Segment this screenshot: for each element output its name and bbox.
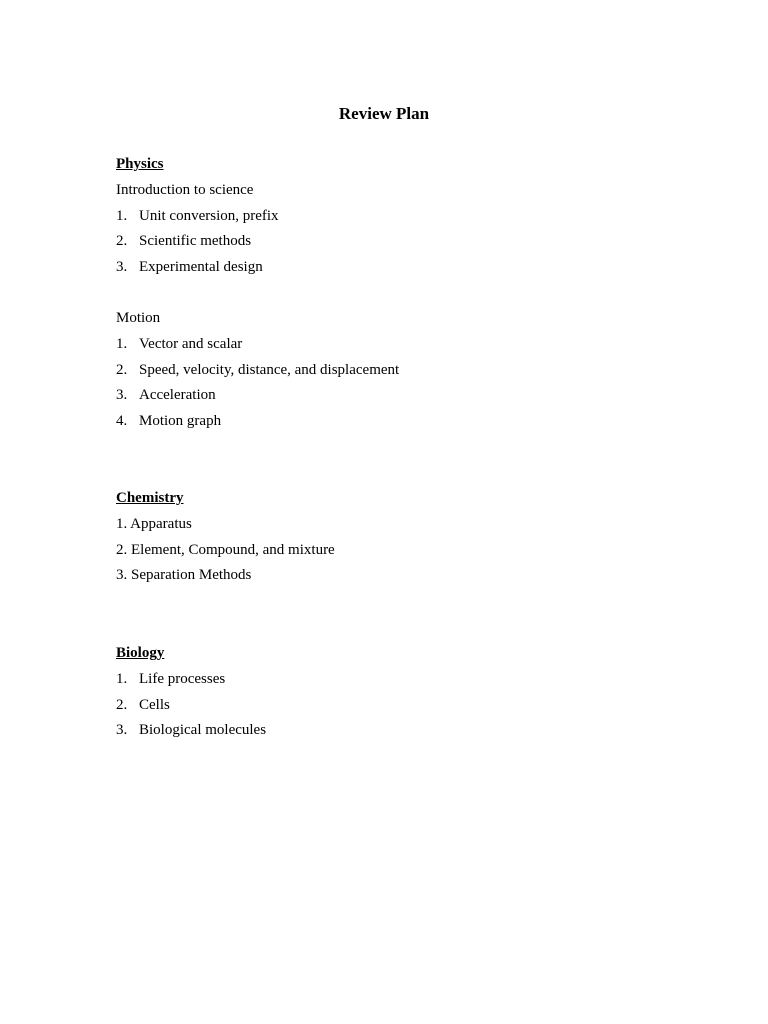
list-item: [116, 670, 225, 689]
list-item-text: Life processes: [139, 671, 226, 687]
list-item-text: Speed, velocity, distance, and displacement: [139, 362, 400, 378]
list-item: [116, 721, 266, 740]
list-item: [116, 258, 263, 277]
list-item-text: Vector and scalar: [139, 336, 243, 352]
section-heading-physics: Physics: [116, 156, 164, 172]
list-item: 1. Apparatus: [116, 516, 192, 532]
list-item-number: 4.: [116, 413, 128, 429]
section-heading-chemistry: Chemistry: [116, 490, 184, 506]
list-item-number: 2.: [116, 233, 128, 249]
list-item-text: Cells: [139, 697, 170, 713]
list-item: [116, 207, 279, 226]
list-item-number: 3.: [116, 259, 128, 275]
list-item: 3. Separation Methods: [116, 567, 252, 583]
list-item-text: Scientific methods: [139, 233, 252, 249]
subsection-label-intro: Introduction to science: [116, 182, 254, 198]
list-item-number: 1.: [116, 671, 128, 687]
page-title: Review Plan: [338, 104, 430, 123]
list-item-number: 2.: [116, 362, 128, 378]
list-item-text: Biological molecules: [139, 722, 267, 738]
list-item-number: 1.: [116, 208, 128, 224]
list-item-text: Experimental design: [139, 259, 263, 275]
list-item: 2. Element, Compound, and mixture: [116, 542, 335, 558]
list-item-text: Unit conversion, prefix: [139, 208, 279, 224]
list-item: [116, 232, 251, 251]
list-item-number: 3.: [116, 387, 128, 403]
list-item-number: 2.: [116, 697, 128, 713]
list-item: [116, 335, 242, 354]
list-item: [116, 361, 399, 380]
subsection-label-motion: Motion: [116, 310, 161, 326]
list-item-text: Acceleration: [139, 387, 216, 403]
section-heading-biology: Biology: [116, 645, 165, 661]
list-item: [116, 412, 221, 431]
list-item-number: 1.: [116, 336, 128, 352]
list-item-number: 3.: [116, 722, 128, 738]
list-item: [116, 696, 170, 715]
list-item: [116, 386, 216, 405]
list-item-text: Motion graph: [139, 413, 222, 429]
